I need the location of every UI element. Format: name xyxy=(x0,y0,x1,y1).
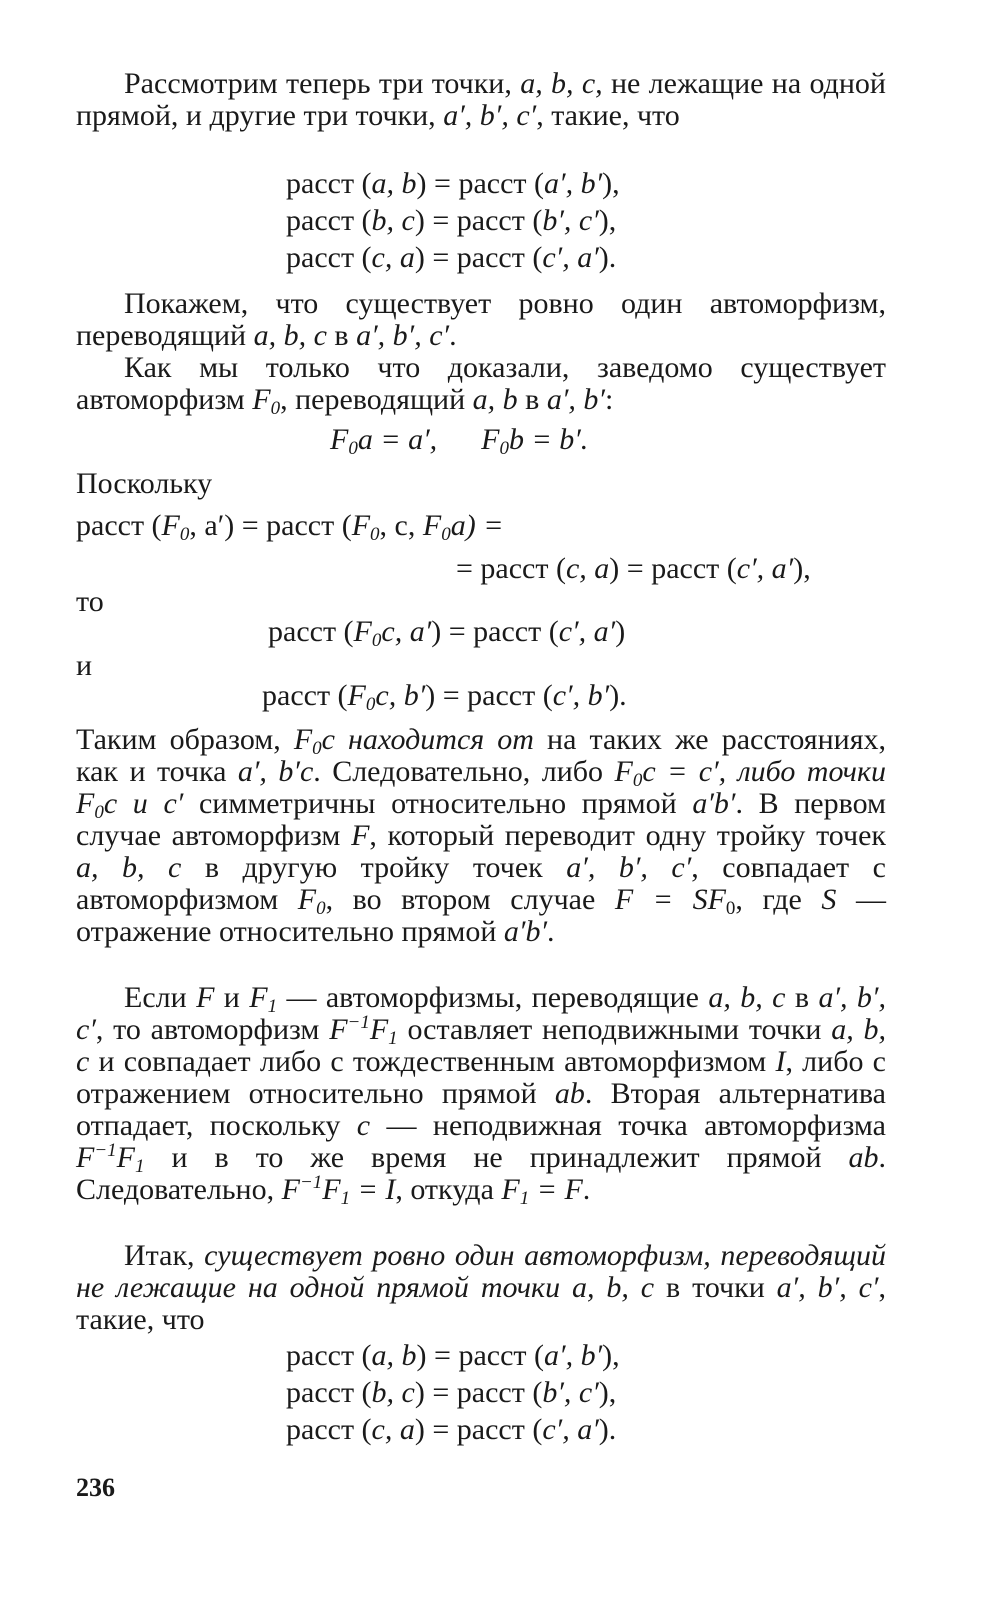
para-var: c xyxy=(299,755,314,788)
para-var: c′ xyxy=(163,787,184,820)
subscript-zero: 0 xyxy=(725,898,736,919)
para-text: на таких же расстояниях, как и точка xyxy=(76,723,886,788)
eq-text: ) = расст ( xyxy=(416,1339,545,1372)
equation-4 xyxy=(286,1340,620,1372)
eq-var: c′, a′ xyxy=(736,552,794,585)
f0-symbol: $F_0$ xyxy=(351,509,380,545)
eq-text: ) = расст ( xyxy=(425,679,553,712)
equation-and xyxy=(262,679,627,715)
eq-text: ) = расст ( xyxy=(431,615,559,648)
para-var: c находится от xyxy=(321,723,548,756)
f0-symbol: $F_0$ xyxy=(614,755,643,791)
f0-symbol: $F_0$ xyxy=(347,679,376,715)
para-text: , либо с отражением относительно прямой xyxy=(76,1045,886,1110)
eq-var: c, a xyxy=(371,241,415,274)
eq-var: a′, b′ xyxy=(544,167,603,200)
para-text: . Следовательно, xyxy=(76,1141,886,1206)
since-label: Поскольку xyxy=(76,467,213,500)
para-text: — отражение относительно прямой xyxy=(76,883,886,948)
f1-eq-f: $F_1 = F$ xyxy=(501,1173,583,1209)
para-text: , который переводит одну тройку точек xyxy=(369,819,886,852)
eq-text: расст ( xyxy=(286,1376,372,1409)
f1-symbol: $F_1$ xyxy=(249,981,278,1017)
eq-text: , a′) = расст ( xyxy=(189,509,352,542)
para-text: , совпадает с автоморфизмом xyxy=(76,851,886,916)
para-text: , то автоморфизм xyxy=(95,1013,330,1046)
eq-var: a, b xyxy=(371,167,417,200)
equation-f0 xyxy=(330,423,589,459)
para-var: a′, b′, c′ xyxy=(776,1271,879,1304)
para-text: , во втором случае xyxy=(325,883,615,916)
para-var: a, b, c xyxy=(708,981,786,1014)
eq-var: c, b′ xyxy=(375,679,426,712)
eq-var: b′, c′ xyxy=(542,1376,599,1409)
para-text: в xyxy=(785,981,819,1014)
para-text: . В первом случае автоморфизм xyxy=(76,787,886,852)
finv-f1-eq-i: $F^{-1}F_1 = I$ xyxy=(281,1172,396,1209)
eq-text: ), xyxy=(598,1376,617,1409)
distance-chain-line-1 xyxy=(76,509,504,545)
para-var: c xyxy=(356,1109,371,1142)
f0-symbol: $F_0$ xyxy=(252,383,281,419)
para-text: в xyxy=(326,319,357,352)
equation-2 xyxy=(286,205,616,237)
intro-points-abc: a, b, c, xyxy=(520,67,603,100)
para-text: . Следовательно, либо xyxy=(313,755,615,788)
conclusion-paragraph xyxy=(76,1240,886,1336)
para-text: в другую тройку точек xyxy=(181,851,567,884)
eq-var: b′, c′ xyxy=(542,204,599,237)
eq-var: c, a′ xyxy=(381,615,432,648)
eq-var: a) = xyxy=(450,509,504,542)
eq-text: ). xyxy=(609,679,627,712)
para-var: ab xyxy=(554,1077,585,1110)
f0-symbol: $F_0$ xyxy=(76,787,104,823)
intro-points-prime: a′, b′, c′ xyxy=(443,99,537,132)
eq-text: расст ( xyxy=(268,615,354,648)
distance-chain-line-2 xyxy=(456,553,811,585)
para-text: — автоморфизмы, переводящие xyxy=(277,981,709,1014)
para-var: a, b, c xyxy=(253,319,327,352)
f0-symbol: $F_0$ xyxy=(161,509,190,545)
para-text: , переводящий xyxy=(280,383,473,416)
eq-text: ) xyxy=(615,615,626,648)
f0-symbol: $F_0$ xyxy=(422,509,451,545)
para-text: Если xyxy=(124,981,197,1014)
eq-var: c, a xyxy=(371,1413,415,1446)
intro-paragraph xyxy=(76,68,886,132)
para-var: F xyxy=(351,819,370,852)
eq-var: a′, b′ xyxy=(544,1339,603,1372)
para-var: a, b, c xyxy=(571,1271,655,1304)
equation-5 xyxy=(286,1377,616,1409)
para-var: a′, b′, c′ xyxy=(566,851,692,884)
eq-var: a = a′, xyxy=(357,423,438,456)
eq-text: расст ( xyxy=(286,1339,372,1372)
para-var: a, b xyxy=(472,383,518,416)
eq-text: ) = расст ( xyxy=(414,241,543,274)
eq-var: b = b′. xyxy=(508,423,589,456)
eq-text: ). xyxy=(598,1413,617,1446)
eq-text: , c, xyxy=(379,509,423,542)
para-var: a, b, c xyxy=(76,1013,887,1078)
para-var: I xyxy=(775,1045,786,1078)
para-var: a′, b′ xyxy=(546,383,605,416)
para-var: a′, b′, c′ xyxy=(76,981,886,1046)
eq-text: расст ( xyxy=(286,167,372,200)
eq-text: ), xyxy=(598,204,617,237)
eq-text: ), xyxy=(793,552,811,585)
equation-then xyxy=(268,615,626,651)
eq-text: ) = расст ( xyxy=(414,1413,543,1446)
eq-text: ), xyxy=(602,167,620,200)
eq-var: b, c xyxy=(371,1376,415,1409)
eq-var: c, a xyxy=(565,552,610,585)
para-text: симметричны относительно прямой xyxy=(183,787,693,820)
para-text: , откуда xyxy=(395,1173,502,1206)
equation-6 xyxy=(286,1414,616,1446)
f0-symbol: $F_0$ xyxy=(297,883,326,919)
f0-symbol: $F_0$ xyxy=(481,423,509,459)
intro-text-1: Рассмотрим теперь три точки, xyxy=(124,67,521,100)
para-text: . Вторая альтернатива отпадает, поскольку xyxy=(76,1077,886,1142)
para-text: , такие, что xyxy=(76,1271,886,1336)
eq-text: ) = расст ( xyxy=(416,167,545,200)
eq-text: расст ( xyxy=(286,241,372,274)
para-var: a′b′ xyxy=(503,915,548,948)
word-then: то xyxy=(76,585,104,618)
eq-text: ), xyxy=(602,1339,620,1372)
thus-paragraph xyxy=(76,724,886,948)
para-var: a′, b′, c′ xyxy=(356,319,450,352)
para-text: . xyxy=(547,915,555,948)
para-var: S xyxy=(821,883,837,916)
finv-f1-symbol: $F^{-1}F_1$ xyxy=(76,1140,145,1177)
para-text: Покажем, что существует ровно один автоморфизм, переводящий xyxy=(76,287,886,352)
finv-f1-symbol: $F^{-1}F_1$ xyxy=(329,1012,398,1049)
intro-text-3: , такие, что xyxy=(536,99,680,132)
equation-1 xyxy=(286,168,620,200)
para-var: a′b′ xyxy=(692,787,736,820)
para-text: оставляет неподвижными точки xyxy=(397,1013,832,1046)
f0-symbol: $F_0$ xyxy=(330,423,358,459)
eq-var: c′, a′ xyxy=(542,1413,599,1446)
eq-text: расст ( xyxy=(286,204,372,237)
eq-text: ). xyxy=(598,241,617,274)
eq-text: ) = расст ( xyxy=(414,204,543,237)
eq-text: расст ( xyxy=(262,679,348,712)
para-text: . xyxy=(582,1173,591,1206)
eq-text: ) = расст ( xyxy=(414,1376,543,1409)
f0-symbol: $F_0$ xyxy=(353,615,382,651)
para-var: c = c′, либо точки xyxy=(642,755,887,788)
para-text: и совпадает либо с тождественным автоморфизмом xyxy=(89,1045,776,1078)
para-var: F xyxy=(196,981,215,1014)
para-var: F = SF xyxy=(614,883,726,916)
eq-var: c′, b′ xyxy=(552,679,610,712)
para-var: a′, b′ xyxy=(237,755,300,788)
para-text: в xyxy=(517,383,547,416)
proved-paragraph xyxy=(76,351,886,419)
para-italic: существует ровно один автоморфизм, переводящий не лежащие на одной прямой точки xyxy=(76,1239,886,1304)
para-text: Итак, xyxy=(124,1239,205,1272)
para-var: ab xyxy=(848,1141,879,1174)
eq-text: расст ( xyxy=(76,509,162,542)
eq-text: расст ( xyxy=(286,1413,372,1446)
equation-3 xyxy=(286,242,616,274)
if-paragraph xyxy=(76,981,887,1209)
eq-var: b, c xyxy=(371,204,415,237)
para-text: : xyxy=(604,383,614,416)
intro-text-2: не лежащие на одной прямой, и другие три точки, xyxy=(76,67,886,132)
para-text: в точки xyxy=(654,1271,777,1304)
eq-text: = расст ( xyxy=(456,552,566,585)
eq-var: c′, a′ xyxy=(558,615,616,648)
para-text: и в то же время не принадлежит прямой xyxy=(144,1141,849,1174)
eq-text: ) = расст ( xyxy=(609,552,737,585)
f0-symbol: $F_0$ xyxy=(293,723,322,759)
para-text: — неподвижная точка автоморфизма xyxy=(370,1109,886,1142)
para-text: , где xyxy=(735,883,822,916)
para-var: c и xyxy=(103,787,164,820)
eq-var: a, b xyxy=(371,1339,417,1372)
eq-var: c′, a′ xyxy=(542,241,599,274)
para-text: Как мы только что доказали, заведомо существует автоморфизм xyxy=(76,351,886,416)
page-number: 236 xyxy=(76,1473,115,1502)
para-text: Таким образом, xyxy=(76,723,294,756)
para-var: a, b, c xyxy=(76,851,182,884)
para-text: и xyxy=(214,981,250,1014)
word-and: и xyxy=(76,649,93,682)
para-text: . xyxy=(449,319,457,352)
show-paragraph xyxy=(76,288,886,352)
